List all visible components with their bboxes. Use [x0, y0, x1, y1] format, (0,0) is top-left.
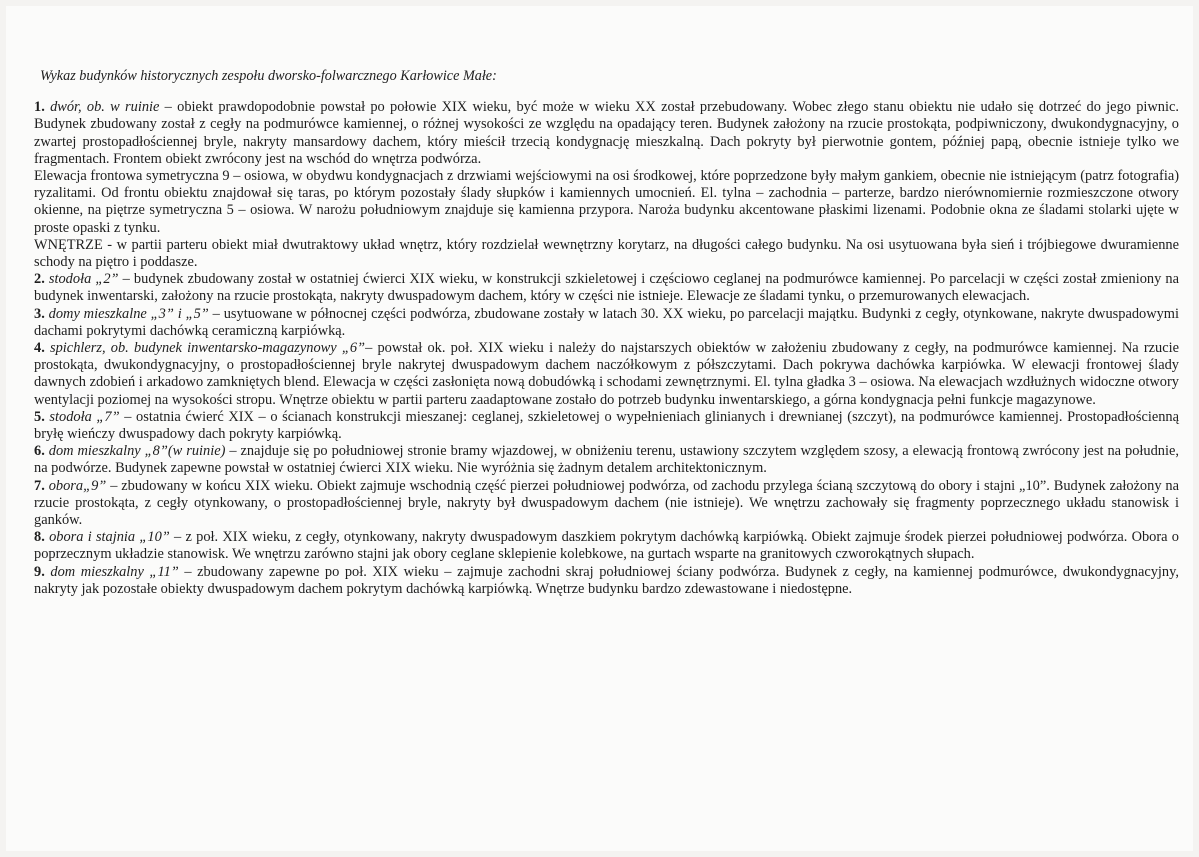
entry-label: dom mieszkalny „11” [50, 563, 179, 580]
entry-label: obora„9” [48, 477, 107, 494]
entry-8 [34, 529, 1179, 563]
entry-text: – usytuowane w północnej części podwórza, zbudowane zostały w latach 30. XX wieku, po parcelacji majątku. Budynki z cegły, otynkowane, nakryte dwuspadowymi dachami pokrytymi dachówką ceramiczną karpiówką. [34, 305, 1179, 339]
entry-number: 5. [34, 408, 45, 425]
entry-5 [34, 409, 1179, 443]
entry-text: – ostatnia ćwierć XIX – o ścianach konstrukcji mieszanej: ceglanej, szkieletowej o wypełnieniach glinianych i drewnianej (szczyt), na podmurówce kamiennej. Prostopadłościenną bryłę wieńczy dwuspadowy dach pokryty karpiówką. [34, 408, 1179, 443]
entry-text: – znajduje się po południowej stronie bramy wjazdowej, w obniżeniu terenu, ustawiony szczytem względem szosy, a elewacją frontową zwrócony jest na południe, na podwórze. Budynek zapewne powstał w ostatniej ćwierci XIX wieku. Nie wyróżnia się żadnym detalem architektonicznym. [34, 443, 1179, 477]
entry-label: dom mieszkalny „8”(w ruinie) [48, 443, 226, 460]
entry-9 [34, 564, 1179, 598]
entry-label: spichlerz, ob. budynek inwentarsko-magazynowy „6” [50, 340, 366, 357]
entry-4 [34, 340, 1179, 409]
entry-text: – powstał ok. poł. XIX wieku i należy do najstarszych obiektów w założeniu zbudowany z cegły, na podmurówce kamiennej. Na rzucie prostokąta, dwukondygnacyjny, o prostopadłościennej bryle nakrytej dwuspadowym dachem naczółkowym z półszczytami. Dach pokrywa dachówka karpiówka. W elewacji frontowej ślady dawnych zdobień i arkadowo zamkniętych blend. Elewacja w części zasłonięta nową dobudówką i schodami zewnętrznymi. El. tylna gładka 3 – osiowa. Na elewacjach wzdłużnych widoczne otwory wentylacji poziomej na wysokości stropu. Wnętrze obiektu w partii parteru zaadaptowane zostało do potrzeb budynku inwentarskiego, a górna kondygnacja pełni funkcje magazynowe. [34, 340, 1179, 408]
entry-number: 7. [34, 477, 45, 494]
entry-number: 2. [34, 271, 45, 288]
document-title: Wykaz budynków historycznych zespołu dworsko-folwarcznego Karłowice Małe: [40, 68, 497, 84]
entry-3 [34, 306, 1179, 340]
entry-text: – obiekt prawdopodobnie powstał po połowie XIX wieku, być może w wieku XX został przebudowany. Wobec złego stanu obiektu nie udało się dotrzeć do jego piwnic. Budynek zbudowany został z cegły na podmurówce kamiennej, o różnej wysokości ze względu na opadający teren. Budynek założony na rzucie prostokąta, podpiwniczony, dwukondygnacyjny, o zwartej prostopadłościennej bryle, nakryty mansardowy dachem, który mieścił trzecią kondygnację mieszkalną. Dach pokryty był pierwotnie gontem, później papą, obecnie istnieje tylko we fragmentach. Frontem obiekt zwrócony jest na wschód do wnętrza podwórza. [34, 99, 1179, 167]
entry-number: 3. [34, 305, 45, 322]
entry-7 [34, 478, 1179, 530]
entry-2 [34, 271, 1179, 305]
entry-label: dwór, ob. w ruinie [50, 99, 160, 116]
entry-text: – zbudowany w końcu XIX wieku. Obiekt zajmuje wschodnią część pierzei południowej podwórza, od zachodu przylega ścianą szczytową do obory i stajni „10”. Budynek założony na rzucie prostokąta, z cegły otynkowany, o prostopadłościennej bryle, nakryty był dwuspadowym dachem (nie istnieje). We wnętrzu zachowały się fragmenty poprzecznego układu stanowisk i ganków. [34, 477, 1179, 529]
entry-number: 4. [34, 340, 45, 357]
paragraph-interior: WNĘTRZE - w partii parteru obiekt miał dwutraktowy układ wnętrz, który rozdzielał wewnętrzny korytarz, na długości całego budynku. Na osi usytuowana była sień i trójbiegowe dwuramienne schody na piętro i poddasze. [34, 236, 1179, 271]
entry-number: 8. [34, 529, 45, 546]
entry-1 [34, 99, 1179, 168]
entry-number: 6. [34, 443, 45, 460]
entry-label: stodoła „2” [48, 271, 119, 288]
entry-label: domy mieszkalne „3” i „5” [48, 305, 209, 322]
entry-number: 1. [34, 99, 45, 116]
entry-text: – budynek zbudowany został w ostatniej ćwierci XIX wieku, w konstrukcji szkieletowej i częściowo ceglanej na podmurówce kamiennej. Po parcelacji w części został zmieniony na budynek inwentarski, założony na rzucie prostokąta, nakryty dwuspadowym dachem, który w części nie istnieje. Elewacje ze śladami tynku, o przemurowanych elewacjach. [34, 271, 1179, 305]
paragraph-elevation: Elewacja frontowa symetryczna 9 – osiowa, w obydwu kondygnacjach z drzwiami wejściowymi na osi środkowej, które poprzedzone były małym gankiem, obecnie nie istniejącym (patrz fotografia) ryzalitami. Od frontu obiektu znajdował się taras, po którym pozostały ślady słupków i kamiennych umocnień. El. tylna – zachodnia – parterze, bardzo nierównomiernie rozmieszczone otwory okienne, na piętrze symetryczna 5 – osiowa. W narożu południowym znajduje się kamienna przypora. Naroża budynku akcentowane płaskimi lizenami. Podobnie okna ze śladami stolarki ujęte w proste opaski z tynku. [34, 168, 1179, 236]
entry-number: 9. [34, 563, 45, 580]
document-body [34, 68, 1179, 598]
entry-6 [34, 443, 1179, 477]
entry-text: – z poł. XIX wieku, z cegły, otynkowany, nakryty dwuspadowym daszkiem pokrytym dachówką karpiówką. Obiekt zajmuje środek pierzei południowej podwórza. Obora o poprzecznym układzie stanowisk. We wnętrzu zarówno stajni jak obory ceglane sklepienie kolebkowe, na gurtach wsparte na granitowych czworokątnych słupach. [34, 529, 1179, 563]
entry-text: – zbudowany zapewne po poł. XIX wieku – zajmuje zachodni skraj południowej ściany podwórza. Budynek z cegły, na kamiennej podmurówce, dwukondygnacyjny, nakryty jak pozostałe obiekty dwuspadowym dachem pokrytym dachówką karpiówką. Wnętrze budynku bardzo zdewastowane i niedostępne. [34, 563, 1179, 597]
entry-label: obora i stajnia „10” [49, 529, 170, 546]
document-sheet [6, 6, 1193, 851]
entry-label: stodoła „7” [49, 408, 120, 425]
